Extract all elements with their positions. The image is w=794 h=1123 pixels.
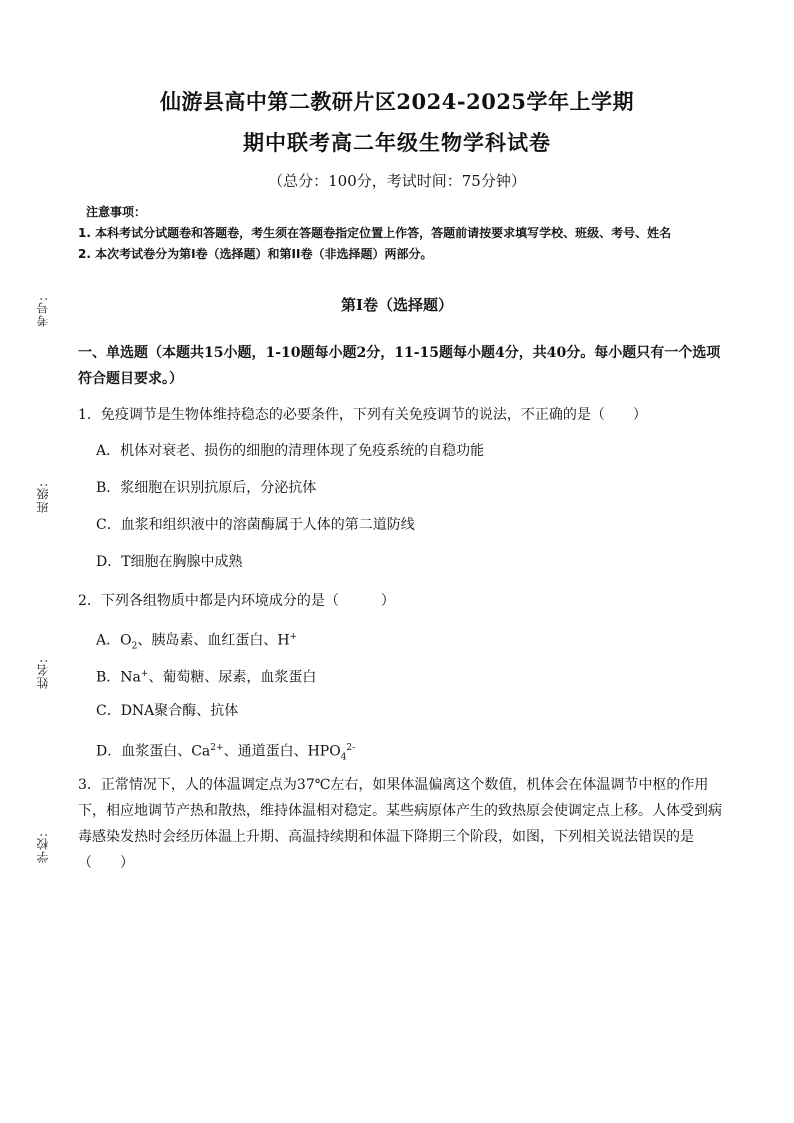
question-stem: 3．正常情况下，人的体温调定点为37℃左右，如果体温偏离这个数值，机体会在体温调节中枢的作用下，相应地调节产热和散热，维持体温相对稳定。某些病原体产生的致热原会使调定点上移。人体受到病毒感染发热时会经历体温上升期、高温持续期和体温下降期三个阶段，如图，下列相关说法错误的是（ ）	[78, 777, 722, 871]
exam-title-line2: 期中联考高二年级生物学科试卷	[243, 130, 551, 155]
option-d-middle: 、通道蛋白、HPO	[223, 743, 341, 760]
option-list	[78, 624, 722, 772]
exam-subtitle: （总分：100分，考试时间：75分钟）	[268, 172, 526, 190]
question-1	[78, 402, 722, 586]
option-a-superscript: +	[289, 632, 298, 642]
question-2	[78, 588, 722, 772]
notes-heading: 注意事项：	[86, 205, 147, 219]
option-d	[96, 735, 722, 772]
option-d-subscript: 4	[340, 752, 347, 763]
option-a	[96, 624, 722, 661]
option-list	[78, 438, 722, 586]
question-3	[78, 772, 722, 876]
option-d: D．T细胞在胸腺中成熟	[96, 554, 243, 570]
option-b	[96, 661, 722, 698]
notes-item-1: 1. 本科考试分试题卷和答题卷，考生须在答题卷指定位置上作答，答题前请按要求填写学校、班级、考号、姓名	[78, 226, 672, 240]
side-label-exam-no: 考号:	[36, 296, 50, 328]
side-label-class: 班级:	[36, 482, 50, 514]
option-a: A．机体对衰老、损伤的细胞的清理体现了免疫系统的自稳功能	[96, 443, 485, 459]
option-b-superscript: +	[140, 669, 149, 679]
option-a-middle: 、胰岛素、血红蛋白、H	[137, 632, 290, 649]
notes-item-2: 2. 本次考试卷分为第I卷（选择题）和第II卷（非选择题）两部分。	[78, 247, 433, 261]
option-b-prefix: B．Na	[96, 669, 141, 686]
option-b-rest: 、葡萄糖、尿素，血浆蛋白	[148, 669, 317, 686]
notes-block	[78, 202, 728, 265]
option-a-prefix: A．O	[96, 632, 132, 649]
side-label-school: 学校:	[36, 832, 50, 864]
section-title: 第I卷（选择题）	[340, 296, 454, 314]
option-d-superscript-2: 2-	[346, 743, 356, 753]
side-label-name: 姓名:	[36, 658, 50, 690]
option-b: B．浆细胞在识别抗原后，分泌抗体	[96, 480, 317, 496]
option-a-subscript: 2	[131, 641, 138, 652]
exam-title-line1: 仙游县高中第二教研片区2024-2025学年上学期	[159, 89, 635, 114]
option-c: C．DNA聚合酶、抗体	[96, 703, 239, 719]
option-d-prefix: D．血浆蛋白、Ca	[96, 743, 211, 760]
option-c: C．血浆和组织液中的溶菌酶属于人体的第二道防线	[96, 517, 415, 533]
option-d-superscript-1: 2+	[210, 743, 224, 753]
question-stem: 2．下列各组物质中都是内环境成分的是（ ）	[78, 593, 395, 609]
section-instruction: 一、单选题（本题共15小题，1-10题每小题2分，11-15题每小题4分，共40分。每小题只有一个选项符合题目要求。）	[78, 345, 721, 387]
question-stem: 1．免疫调节是生物体维持稳态的必要条件，下列有关免疫调节的说法，不正确的是（ ）	[78, 407, 647, 423]
